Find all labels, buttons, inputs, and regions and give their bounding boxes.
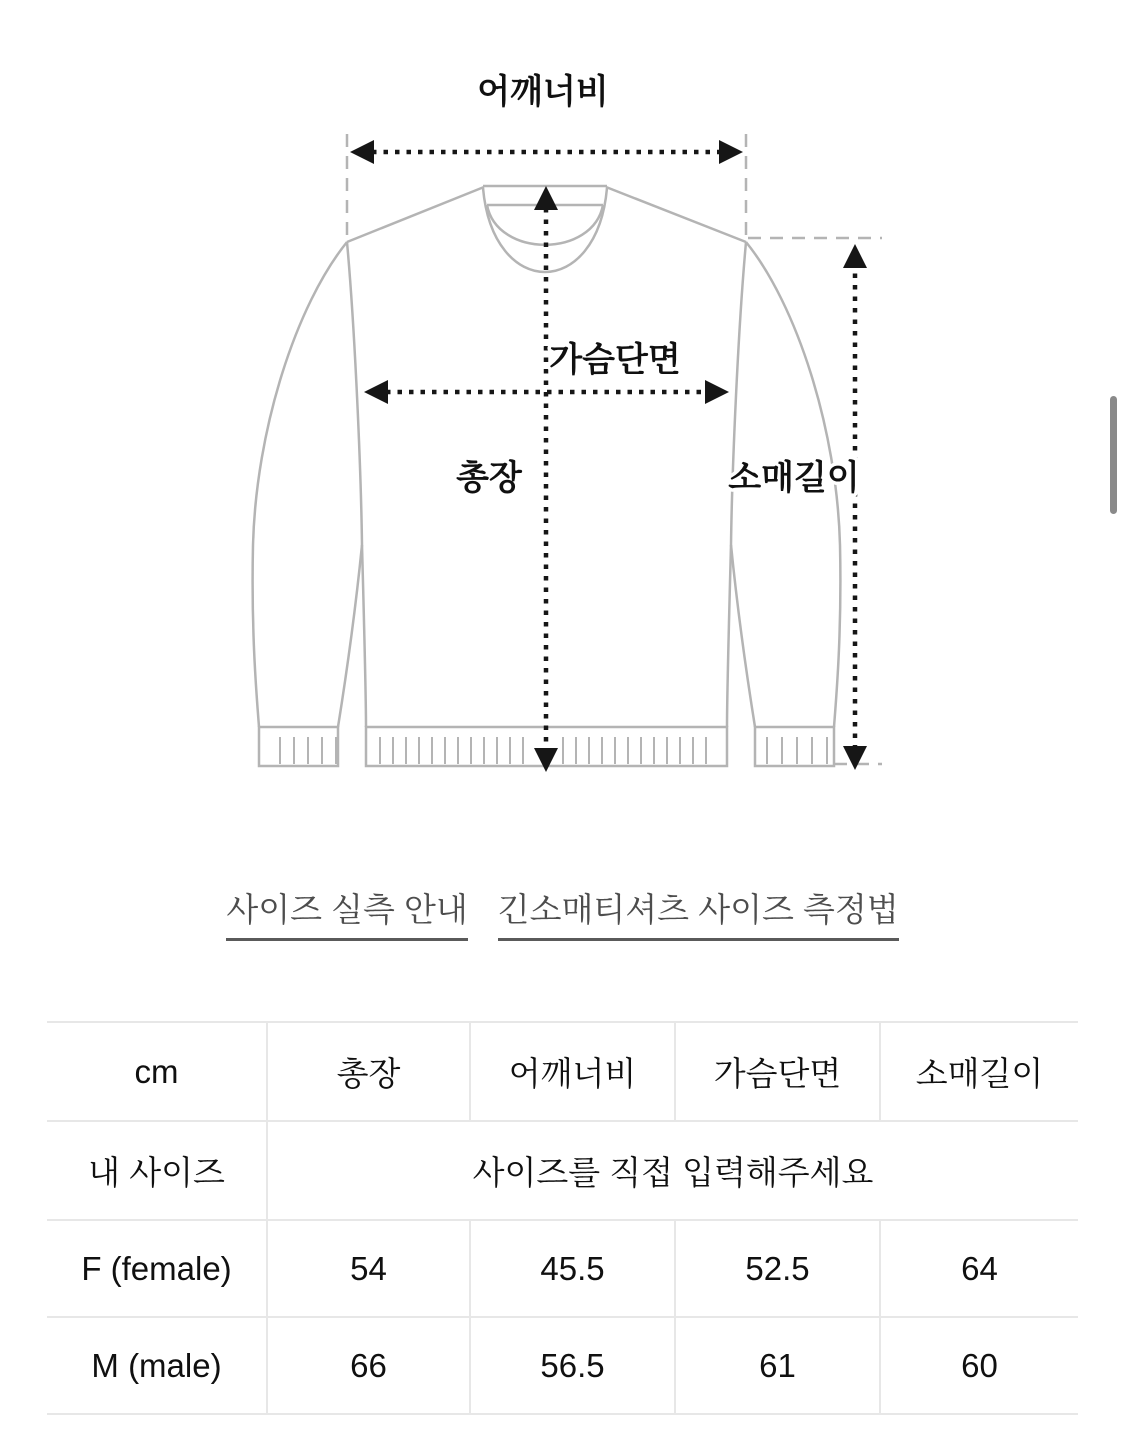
col-header-sleeve-length: 소매길이 — [880, 1022, 1078, 1121]
col-header-chest-width: 가슴단면 — [675, 1022, 880, 1121]
male-sleeve-length: 60 — [880, 1317, 1078, 1414]
total-length-measure — [534, 186, 558, 772]
male-total-length: 66 — [267, 1317, 470, 1414]
howto-measure-link[interactable]: 긴소매티셔츠 사이즈 측정법 — [498, 884, 899, 941]
shoulder-width-measure — [350, 140, 743, 164]
unit-header-cell: cm — [134, 1052, 179, 1090]
size-row-male-label: M (male) — [91, 1346, 222, 1384]
shoulder-width-label: 어깨너비 — [477, 73, 609, 111]
size-guide-links — [0, 884, 1125, 941]
female-chest-width: 52.5 — [675, 1220, 880, 1317]
scrollbar-thumb[interactable] — [1110, 396, 1117, 514]
size-table-area — [47, 1021, 1078, 1415]
my-size-row — [47, 1121, 1078, 1220]
female-total-length: 54 — [267, 1220, 470, 1317]
size-measure-guide-link[interactable]: 사이즈 실측 안내 — [226, 884, 467, 941]
sleeve-length-label: 소매길이 — [728, 459, 860, 497]
male-chest-width: 61 — [675, 1317, 880, 1414]
size-table — [47, 1021, 1078, 1415]
col-header-shoulder-width: 어깨너비 — [470, 1022, 675, 1121]
total-length-label: 총장 — [456, 459, 522, 497]
size-row-male — [47, 1317, 1078, 1414]
size-table-header-row — [47, 1022, 1078, 1121]
chest-width-label: 가슴단면 — [549, 341, 681, 379]
col-header-total-length: 총장 — [267, 1022, 470, 1121]
my-size-label: 내 사이즈 — [88, 1154, 225, 1191]
female-sleeve-length: 64 — [880, 1220, 1078, 1317]
sleeve-length-measure — [843, 244, 867, 770]
size-row-female — [47, 1220, 1078, 1317]
my-size-input[interactable]: 사이즈를 직접 입력해주세요 — [267, 1121, 1078, 1220]
guide-lines — [347, 134, 882, 764]
female-shoulder-width: 45.5 — [470, 1220, 675, 1317]
male-shoulder-width: 56.5 — [470, 1317, 675, 1414]
size-row-female-label: F (female) — [81, 1249, 232, 1287]
